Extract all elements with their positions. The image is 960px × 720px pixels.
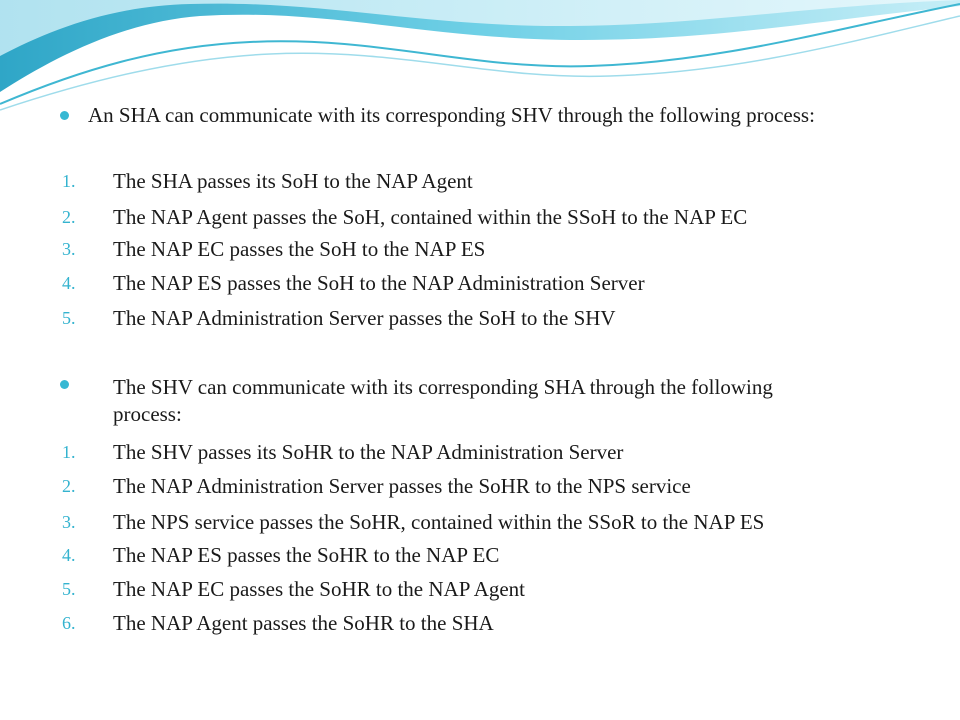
step-text: The SHV passes its SoHR to the NAP Administration Server xyxy=(113,440,624,464)
step-number: 1. xyxy=(62,171,76,191)
step-text: The NAP EC passes the SoHR to the NAP Agent xyxy=(113,577,526,601)
step-number: 5. xyxy=(62,308,76,328)
section-2-intro: The SHV can communicate with its corresponding SHA through the following process: xyxy=(113,375,773,426)
step-text: The NAP Administration Server passes the SoHR to the NPS service xyxy=(113,474,691,498)
step-text: The NAP ES passes the SoHR to the NAP EC xyxy=(113,543,500,567)
step-number: 3. xyxy=(62,512,76,532)
step-number: 4. xyxy=(62,273,76,293)
step-number: 6. xyxy=(62,613,76,633)
step-text: The NPS service passes the SoHR, contained within the SSoR to the NAP ES xyxy=(113,510,765,534)
step-number: 3. xyxy=(62,239,76,259)
step-text: The NAP ES passes the SoH to the NAP Administration Server xyxy=(113,271,645,295)
step-number: 4. xyxy=(62,545,76,565)
step-text: The NAP EC passes the SoH to the NAP ES xyxy=(113,237,486,261)
step-text: The NAP Agent passes the SoH, contained within the SSoH to the NAP EC xyxy=(113,205,748,229)
step-text: The NAP Agent passes the SoHR to the SHA xyxy=(113,611,494,635)
bullet-icon xyxy=(60,111,69,120)
step-number: 5. xyxy=(62,579,76,599)
step-text: The SHA passes its SoH to the NAP Agent xyxy=(113,169,473,193)
step-text: The NAP Administration Server passes the SoH to the SHV xyxy=(113,306,616,330)
step-number: 1. xyxy=(62,442,76,462)
section-1-intro: An SHA can communicate with its corresponding SHV through the following process: xyxy=(88,103,815,127)
step-number: 2. xyxy=(62,207,76,227)
bullet-icon xyxy=(60,380,69,389)
step-number: 2. xyxy=(62,476,76,496)
